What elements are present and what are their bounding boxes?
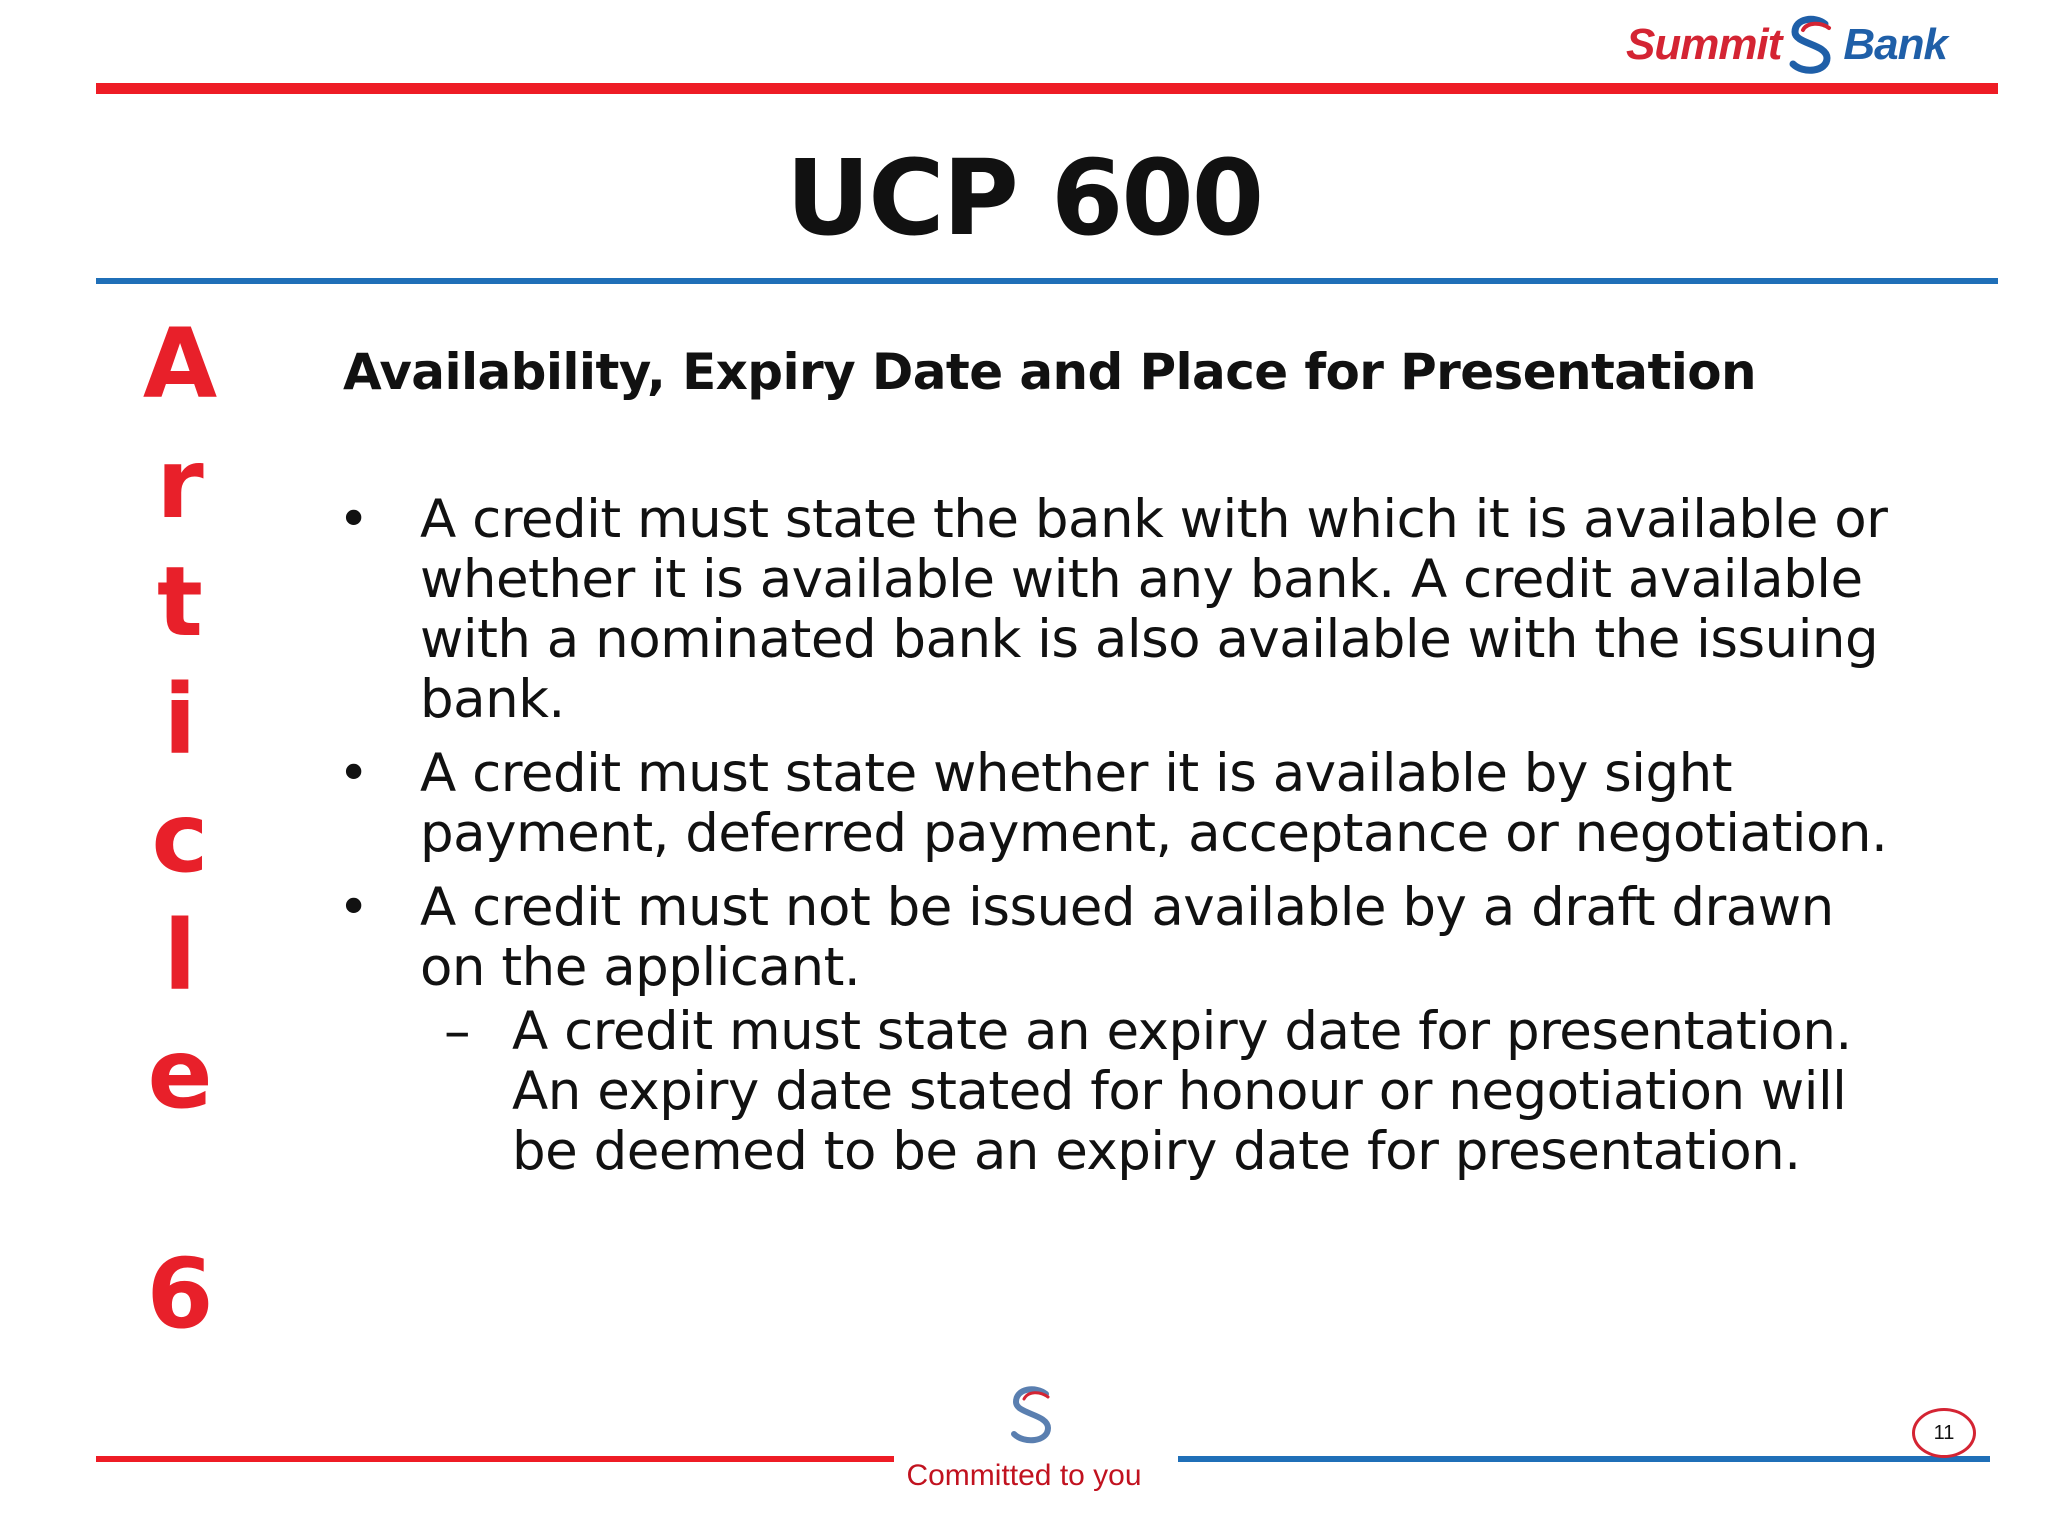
- bullet-item-draft-on-applicant: [338, 878, 1898, 998]
- bullet-item-payment-type: [338, 744, 1898, 864]
- bullet-text: A credit must state whether it is available by sight payment, deferred payment, acceptance or negotiation.: [420, 743, 1888, 864]
- title-blue-divider: [96, 278, 1998, 284]
- footer-tagline: Committed to you: [906, 1459, 1142, 1492]
- footer-s-logo-icon: [1006, 1384, 1058, 1446]
- bullet-text: A credit must not be issued available by a draft drawn on the applicant.: [420, 877, 1834, 998]
- dash-icon: –: [444, 1001, 470, 1062]
- article-letter-i: i: [163, 664, 197, 776]
- sub-bullet-text: A credit must state an expiry date for presentation. An expiry date stated for honour or negotiation will be deemed to be an expiry date for presentation.: [512, 1001, 1852, 1182]
- page-number-badge: 11: [1912, 1408, 1976, 1458]
- article-number-6: 6: [146, 1238, 214, 1350]
- article-letter-l: l: [163, 900, 197, 1012]
- logo-text-bank: Bank: [1843, 20, 1947, 69]
- article-letter-e: e: [147, 1018, 213, 1130]
- sub-bullet-expiry-date: [338, 1002, 1898, 1182]
- bullet-dot-icon: •: [338, 877, 369, 938]
- bullet-item-bank-availability: [338, 490, 1898, 730]
- bullet-dot-icon: •: [338, 743, 369, 804]
- article-letter-t: t: [157, 546, 203, 658]
- s-swoosh-logo-icon: [1785, 14, 1839, 76]
- bullet-list: [338, 490, 1898, 1182]
- summit-bank-logo: [1626, 12, 1947, 78]
- bullet-text: A credit must state the bank with which it is available or whether it is available with any bank. A credit available with a nominated bank is also available with the issuing bank.: [420, 489, 1888, 730]
- article-letter-a: A: [142, 308, 218, 420]
- top-red-divider: [96, 83, 1998, 94]
- slide-title: UCP 600: [785, 137, 1263, 259]
- article-letter-r: r: [156, 428, 204, 540]
- logo-text-summit: Summit: [1626, 20, 1782, 69]
- article-letter-c: c: [151, 782, 209, 894]
- slide-subtitle: Availability, Expiry Date and Place for Presentation: [343, 343, 1757, 401]
- bullet-dot-icon: •: [338, 489, 369, 550]
